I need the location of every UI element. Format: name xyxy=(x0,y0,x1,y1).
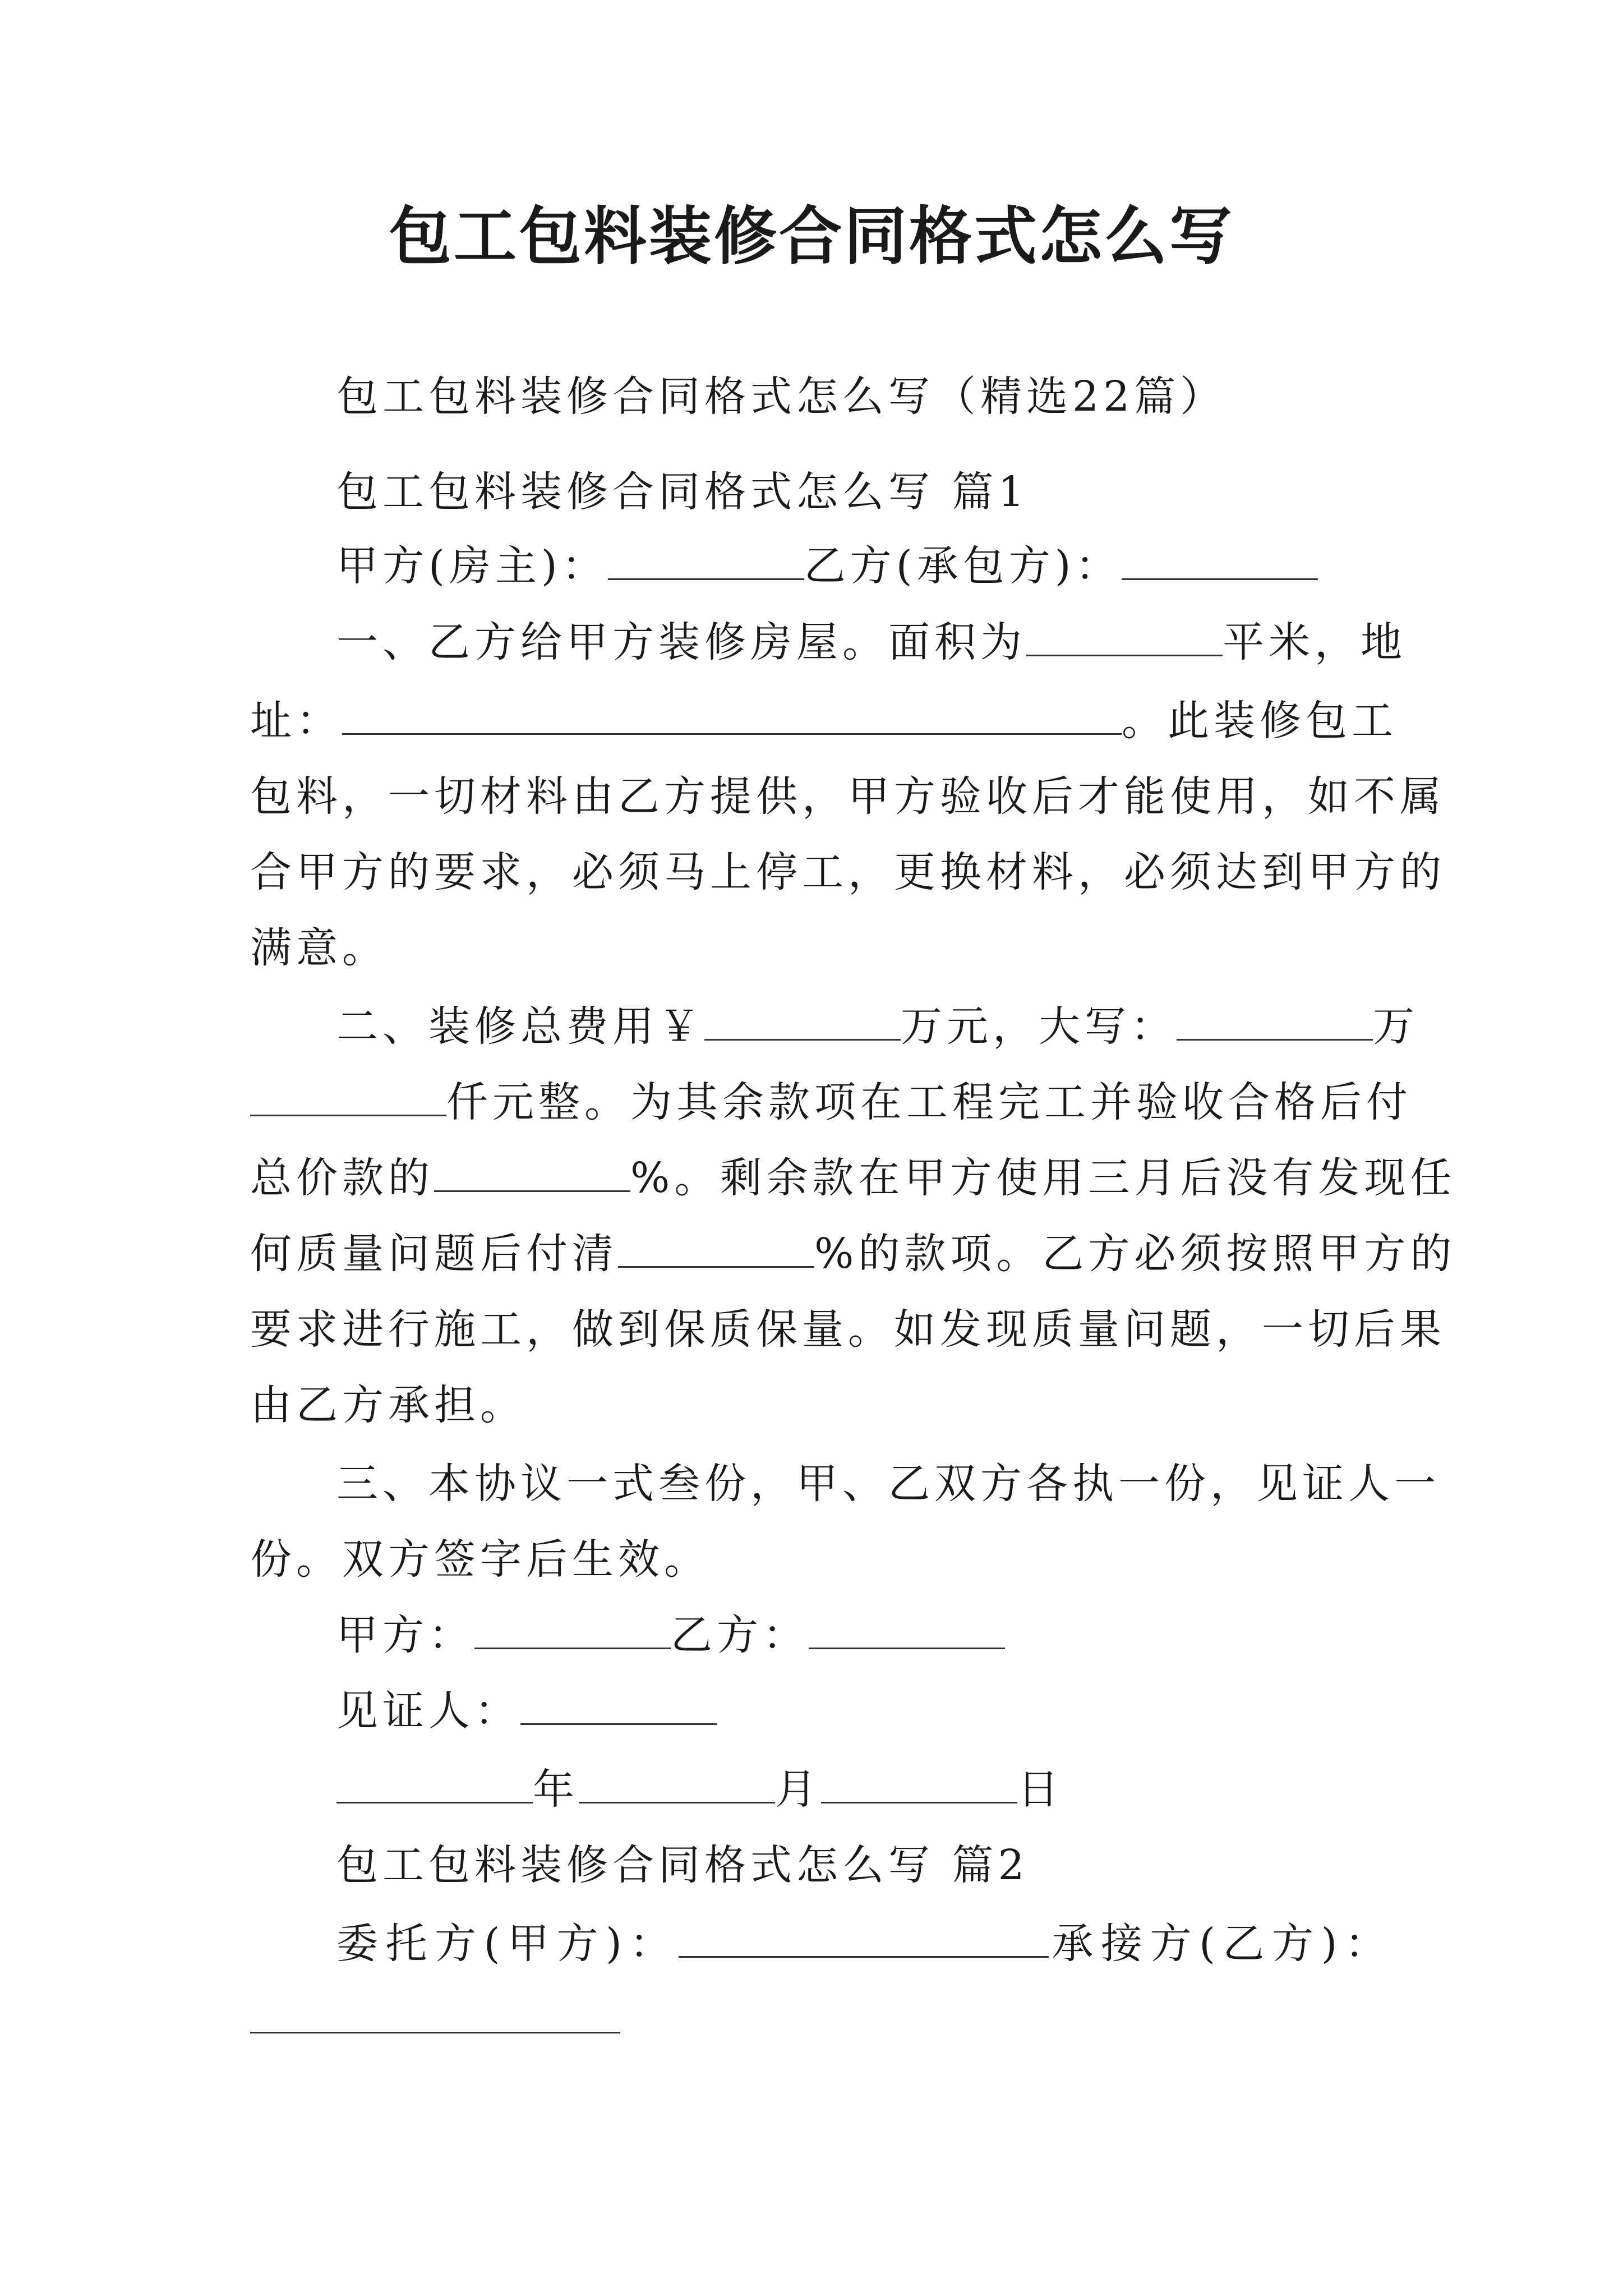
subtitle: 包工包料装修合同格式怎么写（精选22篇） xyxy=(336,372,1227,421)
signature-parties: 甲方： 乙方： xyxy=(336,1599,1391,1672)
section-heading-2: 包工包料装修合同格式怎么写 篇2 xyxy=(336,1841,1029,1889)
month-blank[interactable] xyxy=(579,1763,775,1803)
clause2-line4: 何质量问题后付清 %的款项。乙方必须按照甲方的 xyxy=(250,1217,1391,1290)
percent-blank-1[interactable] xyxy=(434,1151,630,1192)
clause2-line2: 仟元整。为其余款项在工程完工并验收合格后付 xyxy=(250,1066,1391,1139)
fee-capital-blank[interactable] xyxy=(1177,1000,1373,1041)
year-blank[interactable] xyxy=(336,1763,533,1803)
address-blank[interactable] xyxy=(342,694,1122,735)
clause2-line5: 要求进行施工，做到保质保量。如发现质量问题，一切后果 xyxy=(250,1305,1446,1354)
party-a-blank[interactable] xyxy=(608,539,804,580)
clause1-line2: 址： 。此装修包工 xyxy=(250,684,1391,757)
fee-thousand-blank[interactable] xyxy=(250,1075,446,1116)
clause2-line1: 二、装修总费用￥ 万元，大写： 万 xyxy=(336,990,1391,1063)
section-heading-1: 包工包料装修合同格式怎么写 篇1 xyxy=(336,468,1029,516)
clause1-line3: 包料，一切材料由乙方提供，甲方验收后才能使用，如不属 xyxy=(250,772,1446,821)
section2-line2 xyxy=(250,1983,1391,2056)
witness-blank[interactable] xyxy=(520,1684,717,1725)
party-b-label: 乙方(承包方)： xyxy=(804,542,1122,590)
clause2-line6: 由乙方承担。 xyxy=(250,1381,526,1429)
area-blank[interactable] xyxy=(1026,615,1223,656)
section2-line1: 委托方(甲方)： 承接方(乙方)： xyxy=(336,1907,1391,1980)
signature-date: 年 月 日 xyxy=(336,1753,1391,1826)
client-blank[interactable] xyxy=(679,1917,1049,1958)
clause3-line1: 三、本协议一式叁份，甲、乙双方各执一份，见证人一 xyxy=(336,1460,1440,1508)
clause1-line1: 一、乙方给甲方装修房屋。面积为 平米，地 xyxy=(336,606,1391,679)
sign-party-b-blank[interactable] xyxy=(809,1608,1005,1649)
clause1-line5: 满意。 xyxy=(250,924,388,972)
party-a-label: 甲方(房主)： xyxy=(336,542,608,590)
party-b-blank[interactable] xyxy=(1122,539,1318,580)
clause3-line2: 份。双方签字后生效。 xyxy=(250,1535,710,1584)
parties-line xyxy=(336,530,1391,602)
day-blank[interactable] xyxy=(821,1763,1017,1803)
sign-party-a-blank[interactable] xyxy=(474,1608,671,1649)
fee-blank[interactable] xyxy=(704,1000,901,1041)
clause2-line3: 总价款的 %。剩余款在甲方使用三月后没有发现任 xyxy=(250,1142,1391,1214)
clause1-line4: 合甲方的要求，必须马上停工，更换材料，必须达到甲方的 xyxy=(250,848,1446,896)
contractor-blank[interactable] xyxy=(250,1993,620,2033)
percent-blank-2[interactable] xyxy=(618,1227,814,1268)
document-title: 包工包料装修合同格式怎么写 xyxy=(389,200,1234,273)
signature-witness: 见证人： xyxy=(336,1674,1391,1747)
